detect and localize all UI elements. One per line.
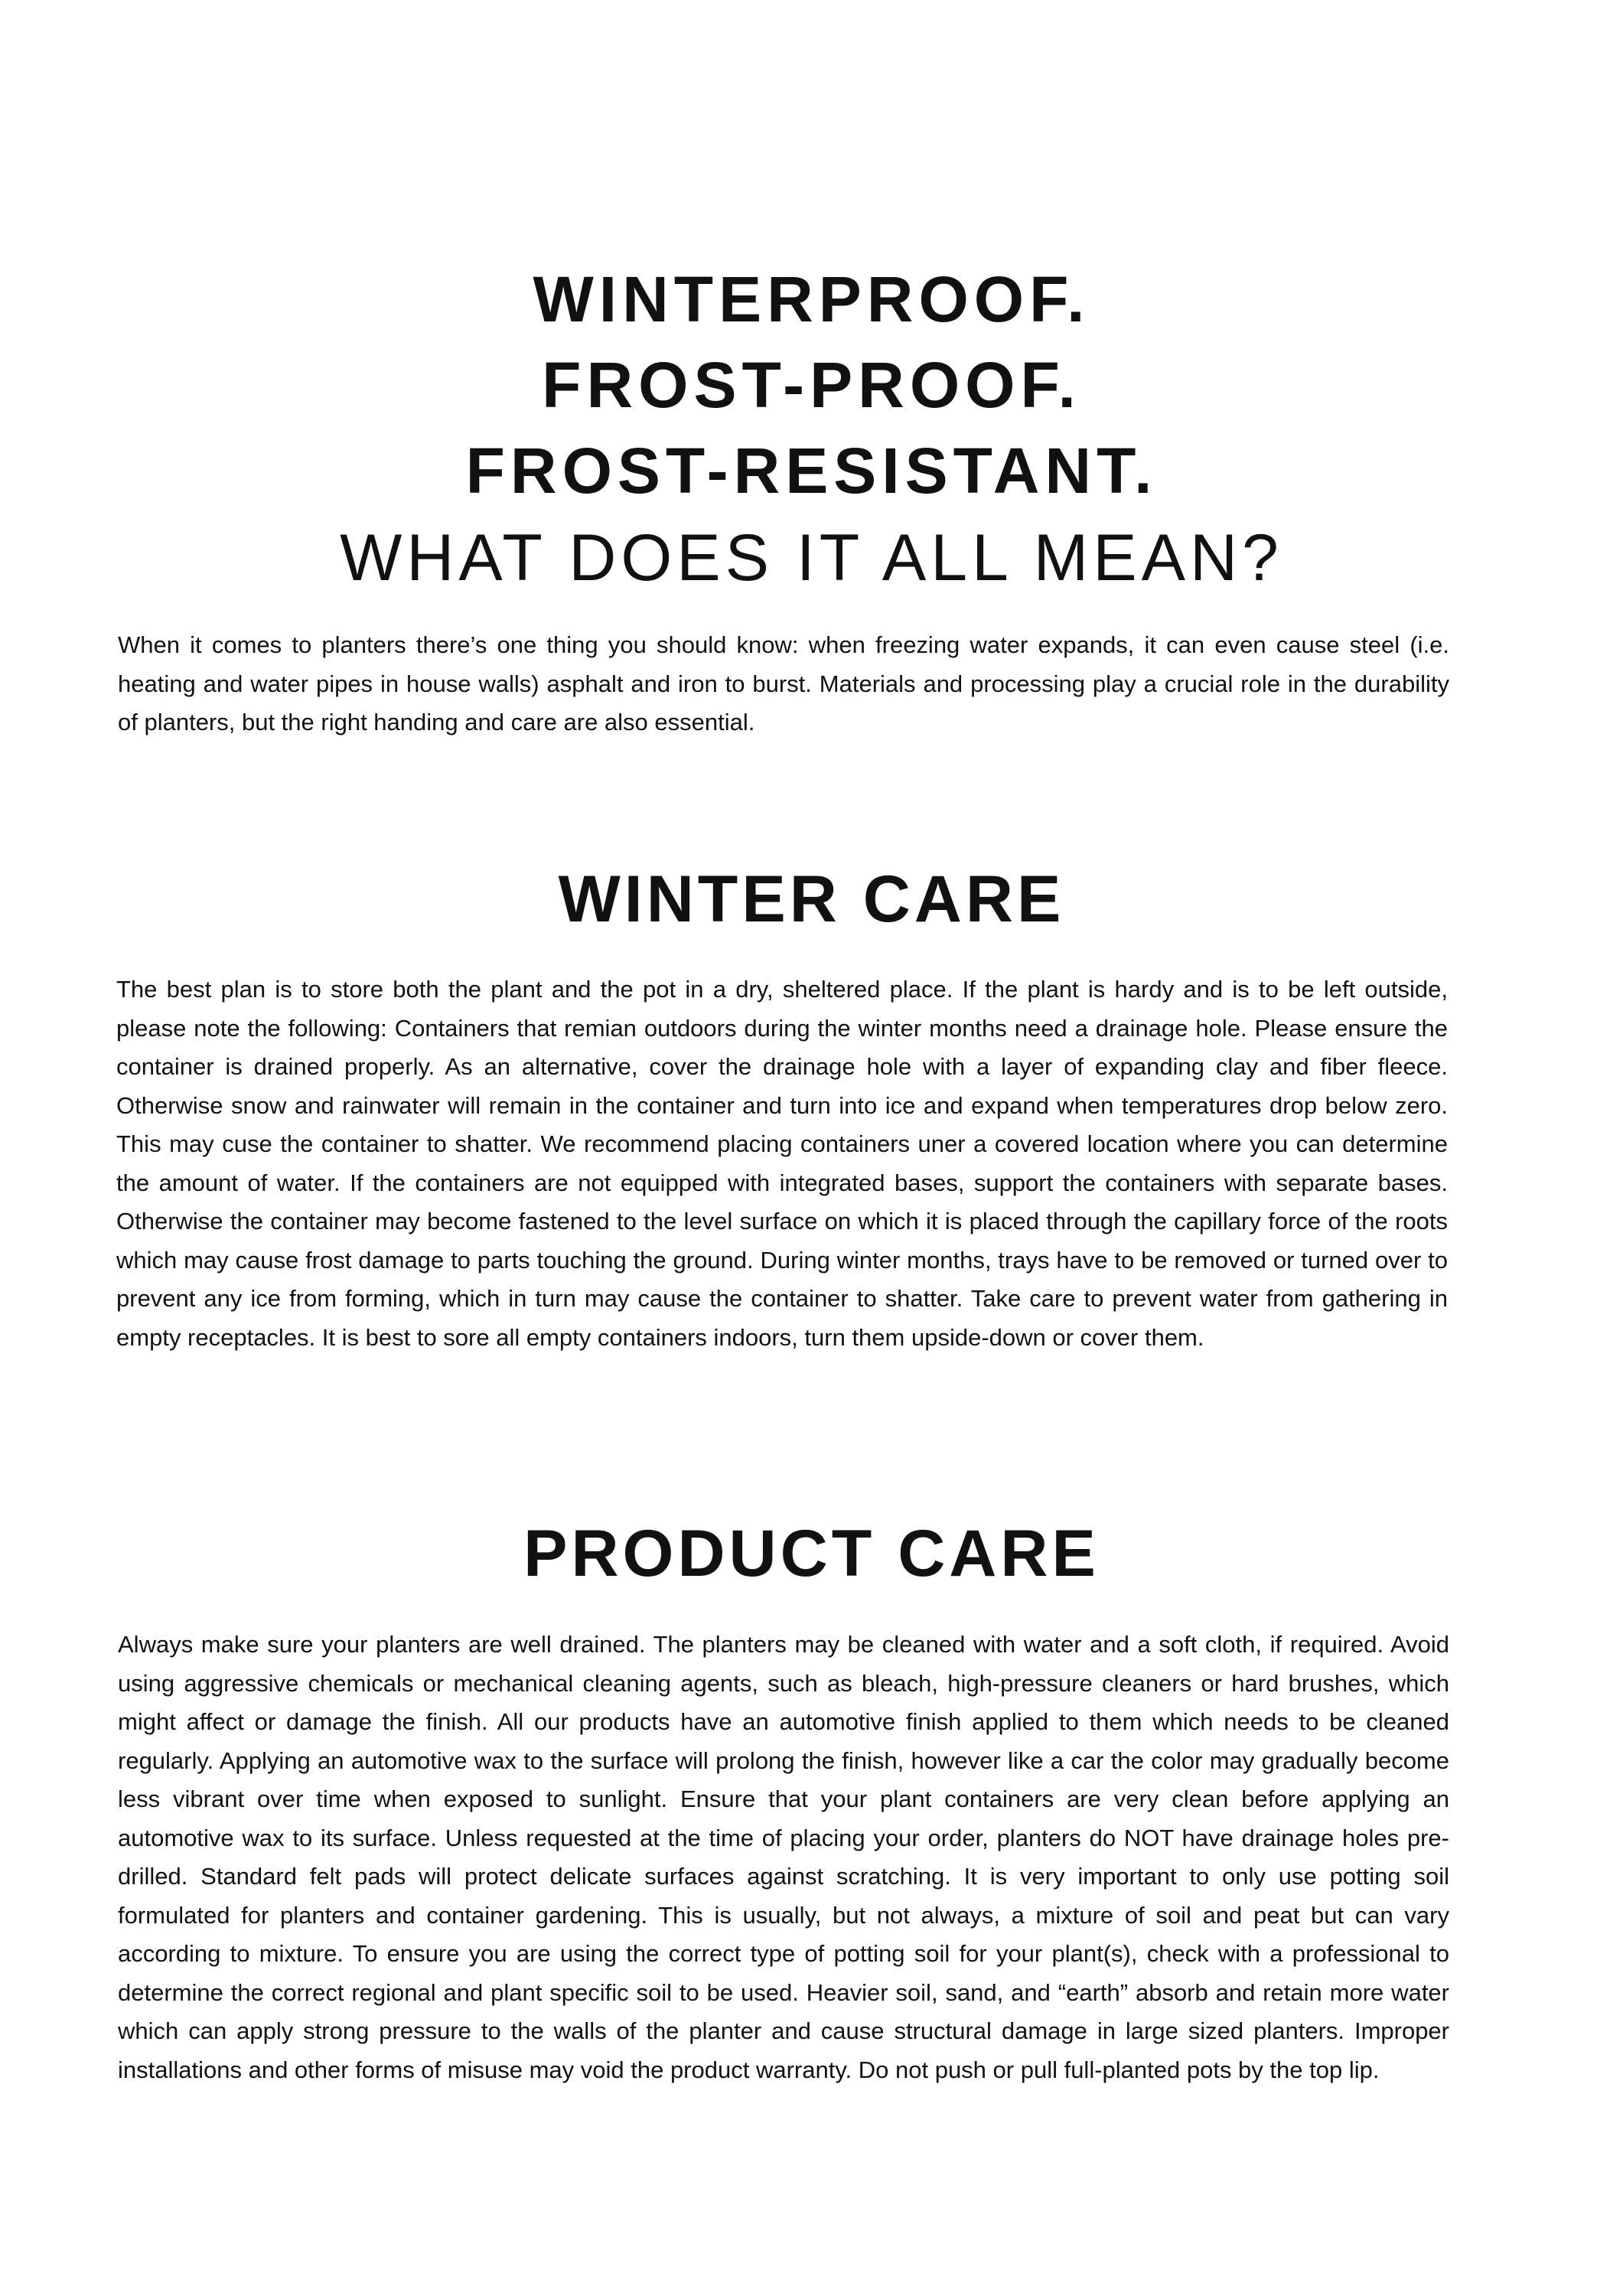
page-headline xyxy=(0,256,1623,602)
headline-line-3: FROST-RESISTANT. xyxy=(465,435,1158,507)
headline-subtitle: WHAT DOES IT ALL MEAN? xyxy=(340,521,1283,595)
intro-paragraph: When it comes to planters there’s one thing you should know: when freezing water expands, it can even cause steel (i.e. heating and water pipes in house walls) asphalt and iron to burst. Materials and processing play a crucial role in the durability of planters, but the right handing and care are also essential. xyxy=(118,631,1449,735)
headline-line-1: WINTERPROOF. xyxy=(533,263,1090,335)
headline-line-2: FROST-PROOF. xyxy=(542,349,1081,421)
winter-care-paragraph: The best plan is to store both the plant and the pot in a dry, sheltered place. If the plant is hardy and is to be left outside, please note the following: Containers that remian outdoors during the winter months need a drainage hole. Please ensure the container is drained properly. As an alternative, cover the drainage hole with a layer of expanding clay and fiber fleece. Otherwise snow and rainwater will remain in the container and turn into ice and expand when temperatures drop below zero. This may cuse the container to shatter. We recommend placing containers uner a covered location where you can determine the amount of water. If the containers are not equipped with integrated bases, support the containers with separate bases. Otherwise the container may become fastened to the level surface on which it is placed through the capillary force of the roots which may cause frost damage to parts touching the ground. During winter months, trays have to be removed or turned over to prevent any ice from forming, which in turn may cause the container to shatter. Take care to prevent water from gathering in empty receptacles. It is best to sore all empty containers indoors, turn them upside-down or cover them. xyxy=(116,976,1448,1351)
winter-care-heading: WINTER CARE xyxy=(558,863,1065,936)
product-care-paragraph: Always make sure your planters are well drained. The planters may be cleaned with water and a soft cloth, if required. Avoid using aggressive chemicals or mechanical cleaning agents, such as bleach, high-pressure cleaners or hard brushes, which might affect or damage the finish. All our products have an automotive finish applied to them which needs to be cleaned regularly. Applying an automotive wax to the surface will prolong the finish, however like a car the color may gradually become less vibrant over time when exposed to sunlight. Ensure that your plant containers are very clean before applying an automotive wax to its surface. Unless requested at the time of placing your order, planters do NOT have drainage holes pre-drilled. Standard felt pads will protect delicate surfaces against scratching. It is very important to only use potting soil formulated for planters and container gardening. This is usually, but not always, a mixture of soil and peat but can vary according to mixture. To ensure you are using the correct type of potting soil for your plant(s), check with a professional to determine the correct regional and plant specific soil to be used. Heavier soil, sand, and “earth” absorb and retain more water which can apply strong pressure to the walls of the planter and cause structural damage in large sized planters. Improper installations and other forms of misuse may void the product warranty. Do not push or pull full-planted pots by the top lip. xyxy=(118,1631,1449,2083)
product-care-heading: PRODUCT CARE xyxy=(523,1517,1100,1590)
